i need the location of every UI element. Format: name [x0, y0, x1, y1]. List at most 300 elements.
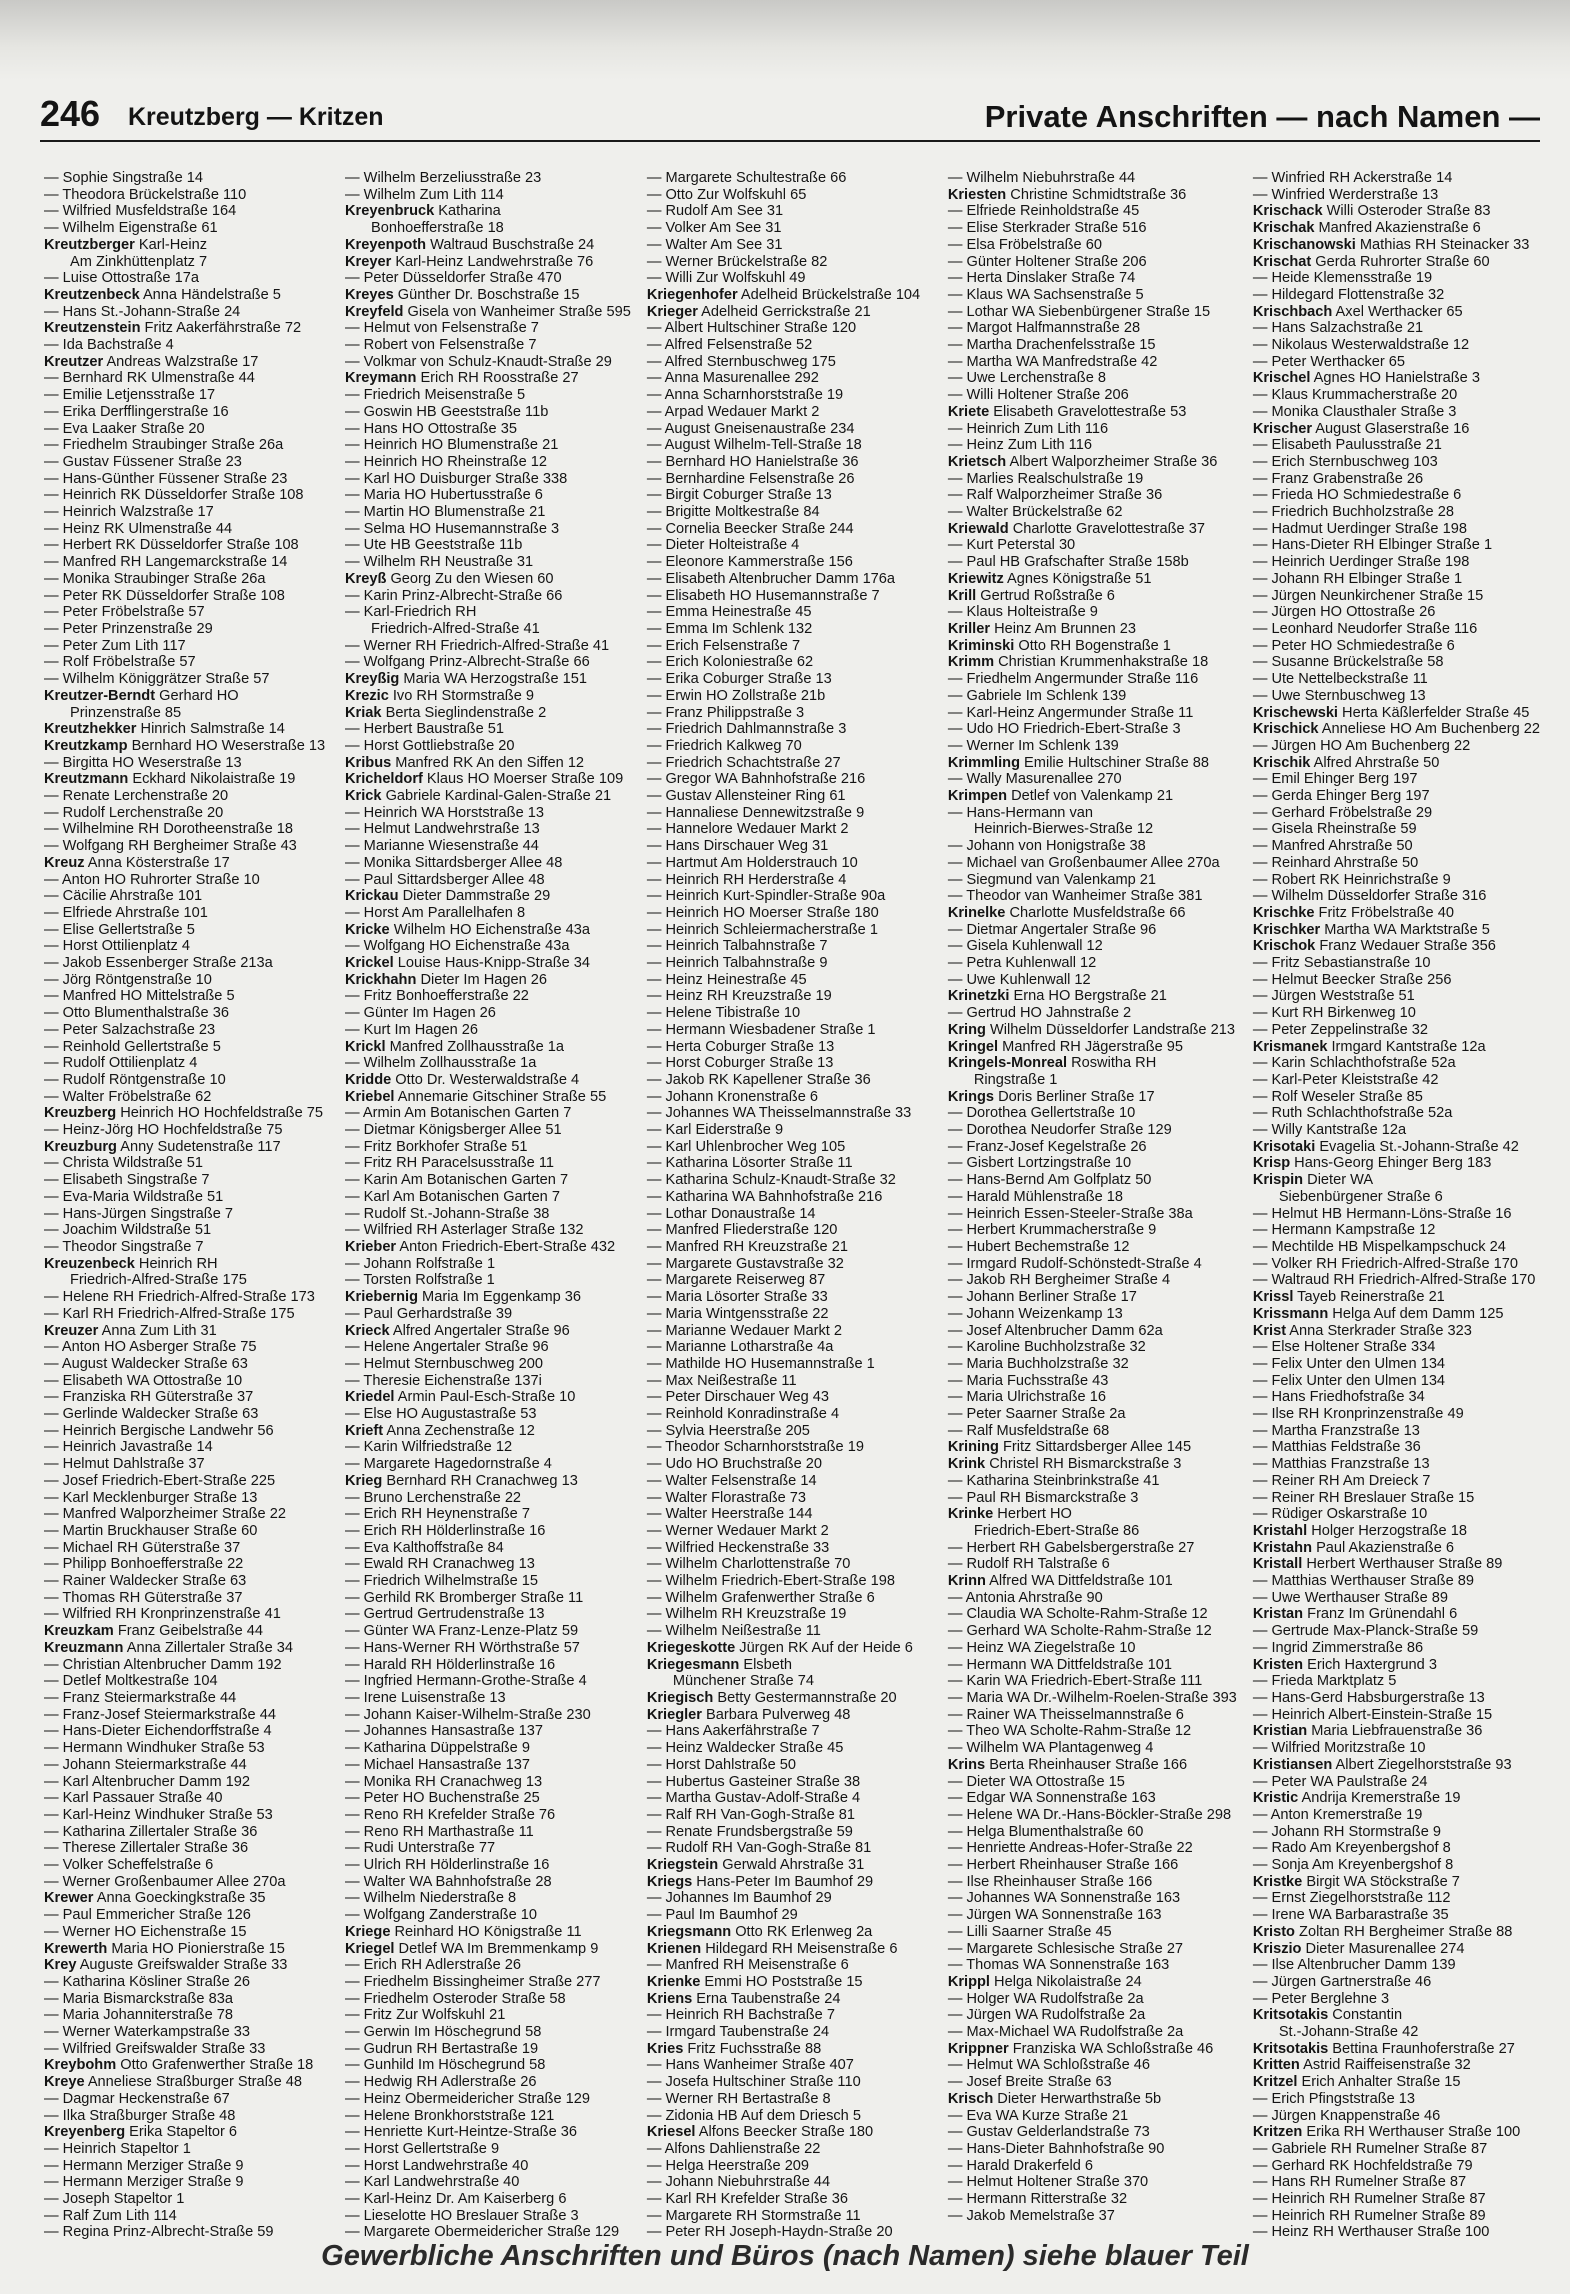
directory-entry: — Peter Düsseldorfer Straße 470	[345, 270, 562, 287]
directory-entry: Kreutzmann Eckhard Nikolaistraße 19	[44, 771, 296, 788]
directory-entry: — Hildegard Flottenstraße 32	[1252, 286, 1445, 303]
directory-entry: — Margarete Schlesische Straße 27	[947, 1940, 1184, 1957]
directory-entry: — Hadmut Uerdinger Straße 198	[1252, 520, 1467, 537]
surname: Kritsotakis	[1252, 2040, 1329, 2057]
directory-entry: Krieber Anton Friedrich-Ebert-Straße 432	[345, 1239, 616, 1255]
directory-entry: — Hans-Hermann van	[947, 804, 1094, 821]
directory-entry: — Wilhelm Neißestraße 11	[646, 1623, 821, 1640]
directory-entry: — Willi Zur Wolfskuhl 49	[646, 270, 806, 287]
surname: Krischanowski	[1252, 236, 1356, 253]
directory-entry: Kriesten Christine Schmidtstraße 36	[947, 186, 1187, 203]
directory-entry: — Karoline Buchholzstraße 32	[947, 1339, 1146, 1356]
directory-entry: Kribus Manfred RK An den Siffen 12	[345, 754, 585, 771]
directory-entry: — Johannes WA Sonnenstraße 163	[947, 1890, 1181, 1907]
surname: Kriebernig	[345, 1289, 418, 1306]
directory-entry: Krippl Helga Nikolaistraße 24	[947, 1973, 1142, 1990]
surname: Kriens	[646, 1990, 693, 2007]
surname: Krimm	[947, 654, 995, 671]
directory-entry: Kreutzenstein Fritz Aakerfährstraße 72	[44, 320, 302, 337]
directory-entry: — Christa Wildstraße 51	[44, 1155, 203, 1172]
directory-entry: — Helene WA Dr.-Hans-Böckler-Straße 298	[947, 1806, 1232, 1823]
surname: Kriedel	[345, 1389, 395, 1406]
surname: Krinelke	[947, 904, 1006, 921]
directory-entry: — Cornelia Beecker Straße 244	[646, 520, 854, 537]
directory-entry: Kreutzer-Berndt Gerhard HO	[44, 687, 239, 704]
directory-entry: — Johann Weizenkamp 13	[947, 1305, 1123, 1322]
surname: Krieft	[345, 1422, 384, 1439]
surname: Kritsotakis	[1252, 2007, 1329, 2024]
directory-entry: — Joachim Wildstraße 51	[44, 1222, 212, 1239]
directory-entry: — Alfred Sternbuschweg 175	[646, 353, 836, 370]
directory-entry: — Max-Michael WA Rudolfstraße 2a	[947, 2024, 1184, 2041]
directory-entry: — Wilfried Moritzstraße 10	[1252, 1740, 1426, 1757]
directory-entry: — Gerhard Fröbelstraße 29	[1252, 804, 1433, 821]
directory-entry: — Ingrid Zimmerstraße 86	[1252, 1639, 1424, 1656]
directory-entry: — Hans HO Ottostraße 35	[345, 420, 517, 437]
directory-entry: — Heinrich Albert-Einstein-Straße 15	[1252, 1706, 1493, 1723]
surname: Kring	[947, 1021, 986, 1038]
directory-entry: — Lothar Donaustraße 14	[646, 1205, 816, 1222]
footer-note: Gewerbliche Anschriften und Büros (nach Namen) siehe blauer Teil	[321, 2240, 1249, 2272]
directory-entry: — Maria Johanniterstraße 78	[44, 2007, 233, 2024]
directory-entry: Kristan Franz Im Grünendahl 6	[1252, 1606, 1458, 1623]
directory-entry: — Waltraud RH Friedrich-Alfred-Straße 170	[1252, 1272, 1536, 1289]
directory-entry: — Jürgen Weststraße 51	[1252, 988, 1415, 1005]
directory-entry: — Hannaliese Dennewitzstraße 9	[646, 804, 865, 821]
directory-entry: — Wilhelm Grafenwerther Straße 6	[646, 1589, 875, 1606]
surname: Kreuzer	[44, 1322, 99, 1339]
directory-entry: Kriete Elisabeth Gravelottestraße 53	[947, 403, 1187, 420]
directory-entry: — Katharina Lösorter Straße 11	[646, 1155, 853, 1172]
directory-entry: — Horst Landwehrstraße 40	[345, 2157, 529, 2174]
directory-entry: — Martha WA Manfredstraße 42	[947, 353, 1158, 370]
directory-entry: — Dorothea Gellertstraße 10	[947, 1105, 1136, 1122]
directory-entry: — Uwe Lerchenstraße 8	[947, 370, 1106, 387]
directory-entry: — Manfred RH Kreuzstraße 21	[646, 1239, 848, 1255]
directory-entry: Krieck Alfred Angertaler Straße 96	[345, 1322, 570, 1339]
directory-entry: — Elfriede Ahrstraße 101	[44, 904, 208, 921]
directory-entry: — Dagmar Heckenstraße 67	[44, 2090, 230, 2107]
surname: Kreuzmann	[44, 1639, 124, 1656]
directory-entry: — Gerda Ehinger Berg 197	[1252, 788, 1430, 805]
directory-entry: — Heinrich Kurt-Spindler-Straße 90a	[646, 888, 886, 905]
directory-entry: — Philipp Bonhoefferstraße 22	[44, 1556, 244, 1573]
directory-entry: Kriegs Hans-Peter Im Baumhof 29	[646, 1873, 874, 1890]
directory-entry: Krischok Franz Wedauer Straße 356	[1252, 938, 1496, 955]
surname: Krimmling	[947, 754, 1020, 771]
surname: Kreyfeld	[345, 303, 404, 320]
directory-entry: Kridde Otto Dr. Westerwaldstraße 4	[345, 1071, 580, 1088]
directory-entry: — Klaus Krummacherstraße 20	[1252, 387, 1458, 404]
surname: Krienke	[646, 1973, 701, 1990]
directory-entry: — Wilhelm Eigenstraße 61	[44, 220, 218, 237]
surname: Krist	[1252, 1322, 1287, 1339]
surname: Kritzen	[1252, 2124, 1303, 2141]
directory-entry: — Winfried Werderstraße 13	[1252, 186, 1439, 203]
directory-entry: Kriebernig Maria Im Eggenkamp 36	[345, 1289, 582, 1306]
directory-entry: Kristall Herbert Werthauser Straße 89	[1252, 1556, 1503, 1573]
directory-entry: Krippner Franziska WA Schloßstraße 46	[947, 2040, 1214, 2057]
directory-entry: — Gabriele RH Rumelner Straße 87	[1252, 2140, 1488, 2157]
surname: Krey	[44, 1957, 77, 1974]
column-2	[345, 170, 631, 2241]
directory-entry: — Katharina Zillertaler Straße 36	[44, 1823, 258, 1840]
directory-entry: — Wally Masurenallee 270	[947, 771, 1122, 788]
directory-entry: — Margarete Reiserweg 87	[646, 1272, 826, 1289]
directory-entry: — Martha Drachenfelsstraße 15	[947, 337, 1156, 354]
surname: Kristic	[1252, 1790, 1299, 1807]
directory-entry: — Walter WA Bahnhofstraße 28	[345, 1873, 552, 1890]
directory-entry: — Volker Am See 31	[646, 220, 782, 237]
directory-entry: — Helmut Sternbuschweg 200	[345, 1355, 543, 1372]
directory-entry: — Emma Heinestraße 45	[646, 604, 812, 621]
surname: Kreutzer-Berndt	[44, 687, 156, 704]
directory-entry: — Peter RH Joseph-Haydn-Straße 20	[646, 2224, 893, 2241]
directory-entry: — Rainer Waldecker Straße 63	[44, 1573, 247, 1590]
directory-entry: — Rudolf Am See 31	[646, 203, 784, 220]
directory-entry: — Luise Ottostraße 17a	[44, 270, 199, 287]
directory-entry: — Erich Pfingststraße 13	[1252, 2090, 1416, 2107]
directory-entry: — Maria Fuchsstraße 43	[947, 1372, 1109, 1389]
directory-entry: — Elise Gellertstraße 5	[44, 921, 195, 938]
directory-entry: — Karl-Heinz Windhuker Straße 53	[44, 1806, 273, 1823]
directory-entry: — Gustav Allensteiner Ring 61	[646, 788, 846, 805]
directory-entry: Krinn Alfred WA Dittfeldstraße 101	[947, 1573, 1173, 1590]
directory-entry: — Matthias Feldstraße 36	[1252, 1439, 1421, 1456]
directory-entry: — Hermann WA Dittfeldstraße 101	[947, 1656, 1172, 1673]
directory-entry: — Rudolf Ottilienplatz 4	[44, 1055, 198, 1072]
directory-entry: — Erich RH Heynenstraße 7	[345, 1506, 530, 1523]
directory-entry: — Wilhelm RH Neustraße 31	[345, 554, 534, 571]
directory-entry: — Thomas WA Sonnenstraße 163	[947, 1957, 1170, 1974]
directory-entry: — Karl RH Friedrich-Alfred-Straße 175	[44, 1305, 295, 1322]
directory-entry: — Heinrich Essen-Steeler-Straße 38a	[947, 1205, 1193, 1222]
directory-entry: — Anton Kremerstraße 19	[1252, 1806, 1423, 1823]
directory-entry: Krinetzki Erna HO Bergstraße 21	[947, 988, 1167, 1005]
directory-entry: — Franz Steiermarkstraße 44	[44, 1689, 237, 1706]
directory-entry: — Dieter Holteistraße 4	[646, 537, 800, 554]
directory-entry: Kriegeskotte Jürgen RK Auf der Heide 6	[646, 1639, 913, 1656]
surname: Kriegsmann	[646, 1923, 732, 1940]
section-title: Private Anschriften — nach Namen —	[984, 99, 1540, 134]
surname: Kreutzenstein	[44, 320, 141, 337]
surname: Krieg	[345, 1472, 383, 1489]
directory-entry: Krinelke Charlotte Musfeldstraße 66	[947, 904, 1186, 921]
surname: Krippner	[947, 2040, 1009, 2057]
directory-entry: — Michael van Großenbaumer Allee 270a	[947, 854, 1220, 871]
directory-entry: — Paul Emmericher Straße 126	[44, 1907, 251, 1924]
directory-entry: Kriegler Barbara Pulverweg 48	[646, 1706, 851, 1723]
directory-entry: — Erich Sternbuschweg 103	[1252, 453, 1438, 470]
surname: Kreyer	[345, 253, 392, 270]
directory-entry: Kreybohm Otto Grafenwerther Straße 18	[44, 2057, 314, 2074]
directory-entry: Kriller Heinz Am Brunnen 23	[947, 620, 1137, 637]
directory-entry: Kriesel Alfons Beecker Straße 180	[646, 2124, 874, 2141]
directory-entry: — Herbert Rheinhauser Straße 166	[947, 1857, 1179, 1874]
directory-entry: — Günter Im Hagen 26	[345, 1005, 496, 1022]
directory-entry: — Peter Werthacker 65	[1252, 353, 1406, 370]
directory-entry: Kreyenbruck Katharina	[345, 203, 501, 220]
directory-entry: — Erwin HO Zollstraße 21b	[646, 687, 826, 704]
directory-entry: — Gisbert Lortzingstraße 10	[947, 1155, 1132, 1172]
directory-entry: — Karl Am Botanischen Garten 7	[345, 1188, 560, 1205]
directory-entry: — Elisabeth Singstraße 7	[44, 1172, 210, 1189]
directory-entry: — Johann RH Elbinger Straße 1	[1252, 570, 1463, 587]
surname: Krismanek	[1252, 1038, 1328, 1055]
directory-columns	[44, 170, 1541, 2241]
surname: Krewer	[44, 1890, 94, 1907]
directory-entry: — Hans-Günther Füssener Straße 23	[44, 470, 288, 487]
directory-entry: — Ida Bachstraße 4	[44, 337, 174, 354]
directory-entry: — Heinrich Bergische Landwehr 56	[44, 1422, 274, 1439]
directory-entry: — Johann Rolfstraße 1	[345, 1255, 496, 1272]
directory-entry: — Johann von Honigstraße 38	[947, 838, 1146, 855]
directory-entry: Kriminski Otto RH Bogenstraße 1	[947, 637, 1171, 654]
directory-entry: Kreyenberg Erika Stapeltor 6	[44, 2124, 238, 2141]
directory-entry: — Johannes Im Baumhof 29	[646, 1890, 832, 1907]
directory-entry: — Monika RH Cranachweg 13	[345, 1773, 543, 1790]
surname: Krickhahn	[345, 971, 417, 988]
directory-entry: — Heinrich Talbahnstraße 9	[646, 955, 828, 972]
directory-entry: — Monika Straubinger Straße 26a	[44, 570, 266, 587]
directory-entry: — Torsten Rolfstraße 1	[345, 1272, 495, 1289]
surname: Krimpen	[947, 788, 1008, 805]
directory-entry: Kreuzmann Anna Zillertaler Straße 34	[44, 1639, 293, 1656]
directory-entry: — Werner Im Schlenk 139	[947, 737, 1119, 754]
directory-entry: Krezic Ivo RH Stormstraße 9	[345, 687, 534, 704]
directory-entry: — Werner Brückelstraße 82	[646, 253, 828, 270]
directory-entry: — Monika Sittardsberger Allee 48	[345, 854, 563, 871]
directory-entry: — Claudia WA Scholte-Rahm-Straße 12	[947, 1606, 1208, 1623]
directory-entry: — Rolf Fröbelstraße 57	[44, 654, 196, 671]
directory-entry: — Heinz RH Werthauser Straße 100	[1252, 2224, 1490, 2241]
directory-entry: — Heinz WA Ziegelstraße 10	[947, 1639, 1136, 1656]
directory-entry: Krey Auguste Greifswalder Straße 33	[44, 1957, 288, 1974]
surname: Krickel	[345, 955, 394, 972]
surname: Krewerth	[44, 1940, 108, 1957]
directory-entry: — Paul Sittardsberger Allee 48	[345, 871, 545, 888]
directory-entry: — Horst Gottliebstraße 20	[345, 737, 515, 754]
directory-entry: — Ute Nettelbeckstraße 11	[1252, 671, 1428, 688]
directory-entry: — Heinrich HO Rheinstraße 12	[345, 453, 547, 470]
directory-entry: — Frieda Marktplatz 5	[1252, 1673, 1397, 1690]
directory-entry: — Eva WA Kurze Straße 21	[947, 2107, 1129, 2124]
directory-entry: — Jörg Röntgenstraße 10	[44, 971, 212, 988]
directory-entry: — Volkmar von Schulz-Knaudt-Straße 29	[345, 353, 612, 370]
directory-entry: — Heinz RH Kreuzstraße 19	[646, 988, 832, 1005]
surname: Krining	[947, 1439, 999, 1456]
surname: Kreyes	[345, 286, 394, 303]
directory-entry: Krieger Adelheid Gerrickstraße 21	[646, 303, 871, 320]
surname: Krieger	[646, 303, 698, 320]
directory-entry: Kritzen Erika RH Werthauser Straße 100	[1252, 2124, 1521, 2141]
directory-entry: Krischker Martha WA Marktstraße 5	[1252, 921, 1490, 938]
directory-entry: — Heinrich Schleiermacherstraße 1	[646, 921, 878, 938]
directory-entry: — Erich RH Hölderlinstraße 16	[345, 1522, 546, 1539]
directory-entry: — Karin Schlachthofstraße 52a	[1252, 1055, 1456, 1072]
directory-entry: Kriegstein Gerwald Ahrstraße 31	[646, 1857, 865, 1874]
directory-entry: — Manfred RH Langemarckstraße 14	[44, 554, 288, 571]
directory-entry: Krischick Anneliese HO Am Buchenberg 22	[1252, 721, 1541, 738]
directory-entry: — Fritz Zur Wolfskuhl 21	[345, 2007, 506, 2024]
directory-entry: — Elisabeth WA Ottostraße 10	[44, 1372, 243, 1389]
surname: Kriete	[947, 403, 990, 420]
surname: Krienen	[646, 1940, 702, 1957]
surname: Kreyß	[345, 570, 387, 587]
directory-entry: — Horst Am Parallelhafen 8	[345, 904, 526, 921]
directory-entry: — Johann RH Stormstraße 9	[1252, 1823, 1441, 1840]
directory-entry: — Katharina Schulz-Knaudt-Straße 32	[646, 1172, 896, 1189]
directory-entry: — Martha Gustav-Adolf-Straße 4	[646, 1790, 861, 1807]
directory-entry: — Gregor WA Bahnhofstraße 216	[646, 771, 866, 788]
directory-entry: Krischer August Glaserstraße 16	[1252, 420, 1470, 437]
directory-entry: Kriegsmann Otto RK Erlenweg 2a	[646, 1923, 873, 1940]
directory-entry: — Jakob RK Kapellener Straße 36	[646, 1071, 871, 1088]
directory-entry: — August Gneisenaustraße 234	[646, 420, 855, 437]
directory-entry: — Josefa Hultschiner Straße 110	[646, 2074, 861, 2091]
directory-entry: Kricheldorf Klaus HO Moerser Straße 109	[345, 771, 624, 788]
directory-entry: Prinzenstraße 85	[70, 704, 182, 721]
directory-entry: — Edgar WA Sonnenstraße 163	[947, 1790, 1156, 1807]
directory-entry: — Antonia Ahrstraße 90	[947, 1589, 1103, 1606]
directory-entry: — Willy Kantstraße 12a	[1252, 1122, 1407, 1139]
surname: Kristall	[1252, 1556, 1303, 1573]
directory-entry: — Herbert Krummacherstraße 9	[947, 1222, 1157, 1239]
directory-entry: — Dietmar Angertaler Straße 96	[947, 921, 1157, 938]
directory-entry: — Gudrun RH Bertastraße 19	[345, 2040, 539, 2057]
directory-entry: — Jakob RH Bergheimer Straße 4	[947, 1272, 1171, 1289]
directory-entry: — Hans-Werner RH Wörthstraße 57	[345, 1639, 580, 1656]
directory-entry: Kringel Manfred RH Jägerstraße 95	[947, 1038, 1184, 1055]
directory-entry: — Hermann Merziger Straße 9	[44, 2174, 244, 2191]
directory-entry: Krings Doris Berliner Straße 17	[947, 1088, 1155, 1105]
directory-entry: — Kurt RH Birkenweg 10	[1252, 1005, 1416, 1022]
directory-entry: — Ilse Altenbrucher Damm 139	[1252, 1957, 1456, 1974]
directory-entry: — Hubert Bechemstraße 12	[947, 1239, 1130, 1255]
directory-entry: Kreutzer Andreas Walzstraße 17	[44, 353, 259, 370]
directory-entry: — Otto Zur Wolfskuhl 65	[646, 186, 807, 203]
directory-entry: — Ingfried Hermann-Grothe-Straße 4	[345, 1673, 587, 1690]
surname: Kricheldorf	[345, 771, 423, 788]
directory-entry: — Margarete RH Stormstraße 11	[646, 2207, 861, 2224]
directory-entry: Krischewski Herta Käßlerfelder Straße 45	[1252, 704, 1530, 721]
directory-entry: — Karl Uhlenbrocher Weg 105	[646, 1138, 846, 1155]
directory-entry: — Gerhard RK Hochfeldstraße 79	[1252, 2157, 1473, 2174]
top-strip	[0, 0, 1570, 80]
directory-entry: — Hans-Dieter RH Elbinger Straße 1	[1252, 537, 1493, 554]
directory-entry: — Else Holtener Straße 334	[1252, 1339, 1436, 1356]
directory-entry: — Anton HO Ruhrorter Straße 10	[44, 871, 260, 888]
directory-entry: — Wilhelmine RH Dorotheenstraße 18	[44, 821, 293, 838]
directory-entry: — Margarete Gustavstraße 32	[646, 1255, 844, 1272]
directory-entry: — Jürgen WA Rudolfstraße 2a	[947, 2007, 1146, 2024]
directory-entry: — Anna Scharnhorststraße 19	[646, 387, 844, 404]
surname: Kreutzkamp	[44, 737, 128, 754]
directory-entry: — Johann Berliner Straße 17	[947, 1289, 1137, 1306]
directory-entry: — Friedrich Buchholzstraße 28	[1252, 504, 1454, 521]
directory-entry: — Margarete Hagedornstraße 4	[345, 1456, 552, 1473]
directory-entry: — Marianne Wiesenstraße 44	[345, 838, 539, 855]
directory-entry: — Fritz Sebastianstraße 10	[1252, 955, 1431, 972]
directory-entry: Kriege Reinhard HO Königstraße 11	[345, 1923, 582, 1940]
directory-entry: — Heinrich Stapeltor 1	[44, 2140, 191, 2157]
directory-entry: — Sylvia Heerstraße 205	[646, 1422, 810, 1439]
directory-entry: — Friedhelm Straubinger Straße 26a	[44, 437, 284, 454]
directory-entry: — Udo HO Bruchstraße 20	[646, 1456, 823, 1473]
surname: Kreuzenbeck	[44, 1255, 135, 1272]
directory-entry: — Hans Wanheimer Straße 407	[646, 2057, 854, 2074]
directory-entry: — Peter Dirschauer Weg 43	[646, 1389, 830, 1406]
directory-entry: — Wilhelm Düsseldorfer Straße 316	[1252, 888, 1487, 905]
directory-entry: — Manfred Walporzheimer Straße 22	[44, 1506, 286, 1523]
surname: Kriegisch	[646, 1689, 714, 1706]
directory-entry: — Matthias Franzstraße 13	[1252, 1456, 1430, 1473]
directory-entry: Kriegisch Betty Gestermannstraße 20	[646, 1689, 897, 1706]
directory-entry: — Arpad Wedauer Markt 2	[646, 403, 820, 420]
directory-entry: — Hans Dirschauer Weg 31	[646, 838, 829, 855]
surname: Kreyenberg	[44, 2124, 126, 2141]
directory-entry: — Wilfried Musfeldstraße 164	[44, 203, 237, 220]
directory-entry: — Paul RH Bismarckstraße 3	[947, 1489, 1139, 1506]
surname: Krischik	[1252, 754, 1311, 771]
directory-entry: — Bernhard RK Ulmenstraße 44	[44, 370, 255, 387]
directory-entry: Krissmann Helga Auf dem Damm 125	[1252, 1305, 1504, 1322]
directory-entry: — Eva Laaker Straße 20	[44, 420, 205, 437]
directory-entry: — Helene Angertaler Straße 96	[345, 1339, 549, 1356]
directory-entry: — Martin Bruckhauser Straße 60	[44, 1522, 258, 1539]
directory-entry: — Herta Dinslaker Straße 74	[947, 270, 1136, 287]
directory-entry: — Theresie Eichenstraße 137i	[345, 1372, 542, 1389]
directory-entry: — Friedhelm Osteroder Straße 58	[345, 1990, 566, 2007]
surname: Krischewski	[1252, 704, 1338, 721]
directory-entry: — Johannes WA Theisselmannstraße 33	[646, 1105, 912, 1122]
directory-entry: — Gunhild Im Höschegrund 58	[345, 2057, 546, 2074]
column-3	[646, 170, 932, 2241]
directory-entry: — Alfons Dahlienstraße 22	[646, 2140, 821, 2157]
directory-entry: — Irene WA Barbarastraße 35	[1252, 1907, 1449, 1924]
directory-entry: — Peter Zum Lith 117	[44, 637, 186, 654]
directory-entry: — Herbert RK Düsseldorfer Straße 108	[44, 537, 299, 554]
directory-entry: — Maria Buchholzstraße 32	[947, 1355, 1129, 1372]
directory-entry: — Henriette Kurt-Heintze-Straße 36	[345, 2124, 577, 2141]
directory-entry: — Heide Klemensstraße 19	[1252, 270, 1433, 287]
directory-entry: Kries Fritz Fuchsstraße 88	[646, 2040, 822, 2057]
directory-entry: Heinrich-Bierwes-Straße 12	[973, 821, 1154, 838]
directory-entry: — Bernhard HO Hanielstraße 36	[646, 453, 859, 470]
directory-entry: — Horst Gellertstraße 9	[345, 2140, 500, 2157]
directory-entry: — Uwe Werthauser Straße 89	[1252, 1589, 1449, 1606]
page-number: 246	[40, 93, 101, 134]
directory-entry: — Günter WA Franz-Lenze-Platz 59	[345, 1623, 579, 1640]
directory-entry: — Jakob Memelstraße 37	[947, 2207, 1115, 2224]
directory-entry: — Peter Berglehne 3	[1252, 1990, 1390, 2007]
directory-entry: Krining Fritz Sittardsberger Allee 145	[947, 1439, 1192, 1456]
directory-entry: — Reno RH Marthastraße 11	[345, 1823, 534, 1840]
directory-entry: — Karl Altenbrucher Damm 192	[44, 1773, 251, 1790]
directory-entry: — Peter Salzachstraße 23	[44, 1021, 216, 1038]
directory-entry: Krienen Hildegard RH Meisenstraße 6	[646, 1940, 898, 1957]
directory-entry: — Peter Saarner Straße 2a	[947, 1406, 1126, 1423]
directory-entry: — Maria Wintgensstraße 22	[646, 1305, 829, 1322]
directory-entry: — Helene Tibistraße 10	[646, 1005, 801, 1022]
directory-entry: — Karl-Heinz Angermunder Straße 11	[947, 704, 1194, 721]
directory-entry: — Emma Im Schlenk 132	[646, 620, 813, 637]
directory-entry: — Werner HO Eichenstraße 15	[44, 1923, 247, 1940]
directory-entry: — Irmgard Taubenstraße 24	[646, 2024, 830, 2041]
surname: Kriewitz	[947, 570, 1004, 587]
surname: Krischack	[1252, 203, 1323, 220]
directory-entry: — Dorothea Neudorfer Straße 129	[947, 1122, 1172, 1139]
